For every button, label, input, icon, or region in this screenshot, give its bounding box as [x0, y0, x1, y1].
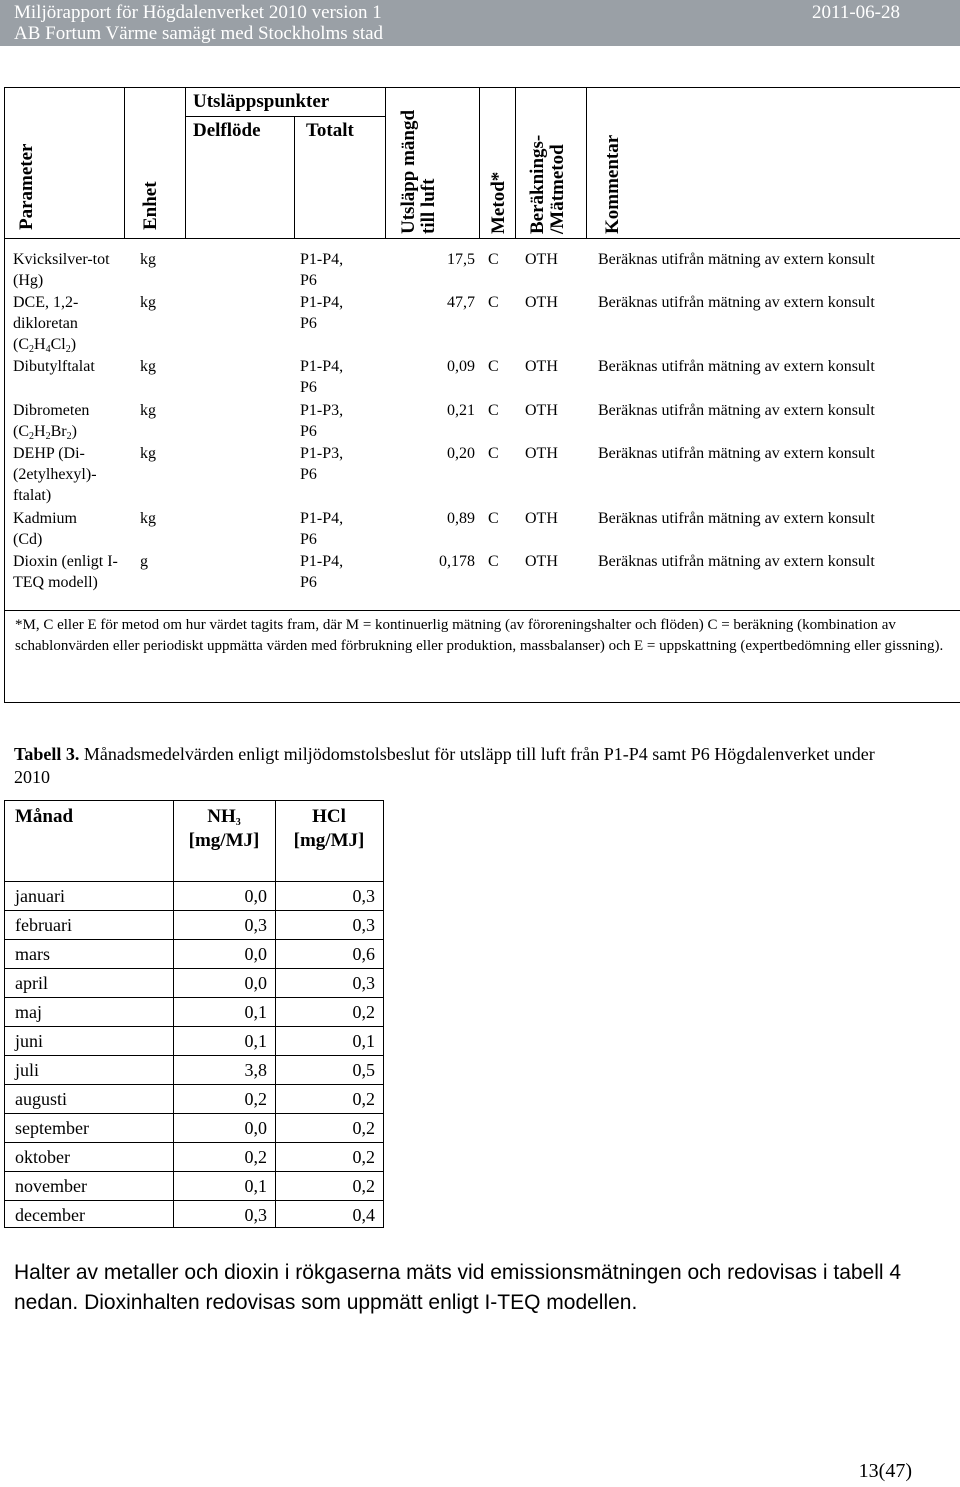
nh3-cell: 0,3	[244, 915, 267, 935]
table-row-calc: OTH	[525, 358, 558, 375]
table-row-unit: kg	[140, 251, 156, 268]
hcl-cell: 0,2	[352, 1147, 375, 1167]
table-row-formula: $(C_2H_4Cl_2)$	[13, 336, 77, 355]
month-cell: februari	[15, 915, 72, 935]
nh3-cell: 0,2	[244, 1089, 267, 1109]
header-amount: Utsläpp mängd till luft	[398, 109, 439, 234]
table-row	[5, 1084, 383, 1114]
month-cell: januari	[15, 886, 65, 906]
nh3-cell: 3,8	[244, 1060, 267, 1080]
nh3-cell: 0,1	[244, 1002, 267, 1022]
caption-label: Tabell 3.	[14, 744, 80, 764]
header-method: Metod*	[488, 171, 509, 234]
month-cell: juni	[15, 1031, 44, 1051]
month-cell: december	[15, 1205, 85, 1225]
table-row	[5, 968, 383, 998]
nh3-cell: 0,2	[244, 1147, 267, 1167]
table-row-comment: Beräknas utifrån mätning av extern konsult	[598, 510, 875, 527]
header-hcl: HCl [mg/MJ]	[293, 806, 365, 851]
hcl-cell: 0,3	[352, 915, 375, 935]
month-cell: augusti	[15, 1089, 67, 1109]
table-row-comment: Beräknas utifrån mätning av extern konsult	[598, 358, 875, 375]
table-row-calc: OTH	[525, 510, 558, 527]
table-row-method: C	[488, 294, 499, 311]
report-subtitle: AB Fortum Värme samägt med Stockholms stad	[14, 23, 384, 44]
header-partial-flow: Delflöde	[193, 120, 261, 141]
month-cell: april	[15, 973, 48, 993]
month-cell: november	[15, 1176, 87, 1196]
document-header	[0, 0, 960, 46]
table-row	[5, 910, 383, 940]
month-cell: september	[15, 1118, 89, 1138]
table-row-method: C	[488, 358, 499, 375]
table-row-amount: 0,09	[447, 358, 475, 375]
table-row-method: C	[488, 251, 499, 268]
table-row-calc: OTH	[525, 251, 558, 268]
table-row	[5, 1113, 383, 1143]
table-row-amount: 47,7	[447, 294, 475, 311]
table-row-param: Dibrometen	[13, 402, 90, 419]
table-row-calc: OTH	[525, 294, 558, 311]
table-row-amount: 0,178	[439, 553, 475, 570]
table-row-calc: OTH	[525, 445, 558, 462]
table-row-calc: OTH	[525, 553, 558, 570]
table-row-total: P1-P4, P6	[300, 251, 344, 289]
table-row-unit: g	[140, 553, 148, 570]
hcl-cell: 0,5	[352, 1060, 375, 1080]
hcl-cell: 0,2	[352, 1089, 375, 1109]
table-row-unit: kg	[140, 402, 156, 419]
table-row-unit: kg	[140, 358, 156, 375]
nh3-cell: 0,3	[244, 1205, 267, 1225]
hcl-cell: 0,2	[352, 1002, 375, 1022]
table-row-method: C	[488, 553, 499, 570]
table-row-amount: 0,89	[447, 510, 475, 527]
table-row	[5, 1026, 383, 1056]
table-row-total: P1-P3, P6	[300, 445, 344, 483]
monthly-table	[4, 800, 384, 1228]
nh3-cell: 0,1	[244, 1031, 267, 1051]
header-parameter: Parameter	[16, 143, 37, 230]
table-row-formula: $(C_2H_2Br_2)$	[13, 423, 77, 442]
table-row-unit: kg	[140, 510, 156, 527]
table-row-method: C	[488, 510, 499, 527]
hcl-cell: 0,1	[352, 1031, 375, 1051]
header-emission-points: Utsläppspunkter	[193, 91, 330, 112]
table-row-comment: Beräknas utifrån mätning av extern konsult	[598, 445, 875, 462]
page-number: 13(47)	[858, 1460, 912, 1482]
emissions-table	[4, 87, 960, 703]
nh3-cell: 0,0	[244, 973, 267, 993]
report-title: Miljörapport för Högdalenverket 2010 version 1	[14, 2, 382, 23]
table-row	[5, 1171, 383, 1201]
hcl-cell: 0,2	[352, 1176, 375, 1196]
table-row-total: P1-P4, P6	[300, 510, 344, 548]
header-nh3: $NH_3$ [mg/MJ]	[188, 806, 260, 851]
month-cell: mars	[15, 944, 50, 964]
nh3-cell: 0,1	[244, 1176, 267, 1196]
table-row-comment: Beräknas utifrån mätning av extern konsult	[598, 402, 875, 419]
hcl-cell: 0,2	[352, 1118, 375, 1138]
table-row-param: Kadmium (Cd)	[13, 510, 77, 548]
table-row-unit: kg	[140, 445, 156, 462]
hcl-cell: 0,4	[352, 1205, 375, 1225]
table-row	[5, 939, 383, 969]
table-row-total: P1-P4, P6	[300, 358, 344, 396]
table-row-comment: Beräknas utifrån mätning av extern konsult	[598, 553, 875, 570]
table-row-param: Dioxin (enligt I-TEQ modell)	[13, 553, 118, 591]
table-row-param: DEHP (Di-(2etylhexyl)-ftalat)	[13, 445, 97, 504]
month-cell: maj	[15, 1002, 42, 1022]
table-row-comment: Beräknas utifrån mätning av extern konsult	[598, 294, 875, 311]
header-calc-method: Beräknings- /Mätmetod	[527, 134, 568, 234]
table-row-comment: Beräknas utifrån mätning av extern konsult	[598, 251, 875, 268]
table-row-amount: 0,20	[447, 445, 475, 462]
table-row-amount: 0,21	[447, 402, 475, 419]
header-comment: Kommentar	[602, 134, 623, 234]
table-row	[5, 1055, 383, 1085]
month-cell: oktober	[15, 1147, 70, 1167]
nh3-cell: 0,0	[244, 944, 267, 964]
nh3-cell: 0,0	[244, 1118, 267, 1138]
table-row-method: C	[488, 445, 499, 462]
table-row-param: Kvicksilver-tot (Hg)	[13, 251, 110, 289]
table3-caption	[14, 743, 914, 789]
table-row-amount: 17,5	[447, 251, 475, 268]
table-row	[5, 1142, 383, 1172]
body-paragraph: Halter av metaller och dioxin i rökgaserna mäts vid emissionsmätningen och redovisas i tabell 4 nedan. Dioxinhalten redovisas som uppmätt enligt I-TEQ modellen.	[14, 1261, 902, 1314]
table-row-param: DCE, 1,2-dikloretan	[13, 294, 79, 332]
header-unit: Enhet	[140, 181, 161, 230]
table-row	[5, 997, 383, 1027]
hcl-cell: 0,6	[352, 944, 375, 964]
table-row-method: C	[488, 402, 499, 419]
month-cell: juli	[15, 1060, 40, 1080]
nh3-cell: 0,0	[244, 886, 267, 906]
table-row-calc: OTH	[525, 402, 558, 419]
header-total: Totalt	[306, 120, 354, 141]
table-row-total: P1-P3, P6	[300, 402, 344, 440]
report-date: 2011-06-28	[812, 2, 900, 23]
header-month: Månad	[15, 806, 74, 827]
table-row-total: P1-P4, P6	[300, 294, 344, 332]
table-row	[5, 881, 383, 911]
table-row-unit: kg	[140, 294, 156, 311]
table-row-param: Dibutylftalat	[13, 358, 95, 375]
method-footnote: *M, C eller E för metod om hur värdet tagits fram, där M = kontinuerlig mätning (av föroreningshalter och flöden) C = beräkning (kombination av schablonvärden eller periodiskt uppmätta värden med förbrukning eller produktion, massbalanser) och E = uppskattning (expertbedömning eller gissning).	[15, 617, 944, 654]
hcl-cell: 0,3	[352, 973, 375, 993]
table-row	[5, 1200, 383, 1230]
hcl-cell: 0,3	[352, 886, 375, 906]
caption-text: Månadsmedelvärden enligt miljödomstolsbeslut för utsläpp till luft från P1-P4 samt P6 Högdalenverket under 2010	[14, 744, 875, 787]
table-row-total: P1-P4, P6	[300, 553, 344, 591]
